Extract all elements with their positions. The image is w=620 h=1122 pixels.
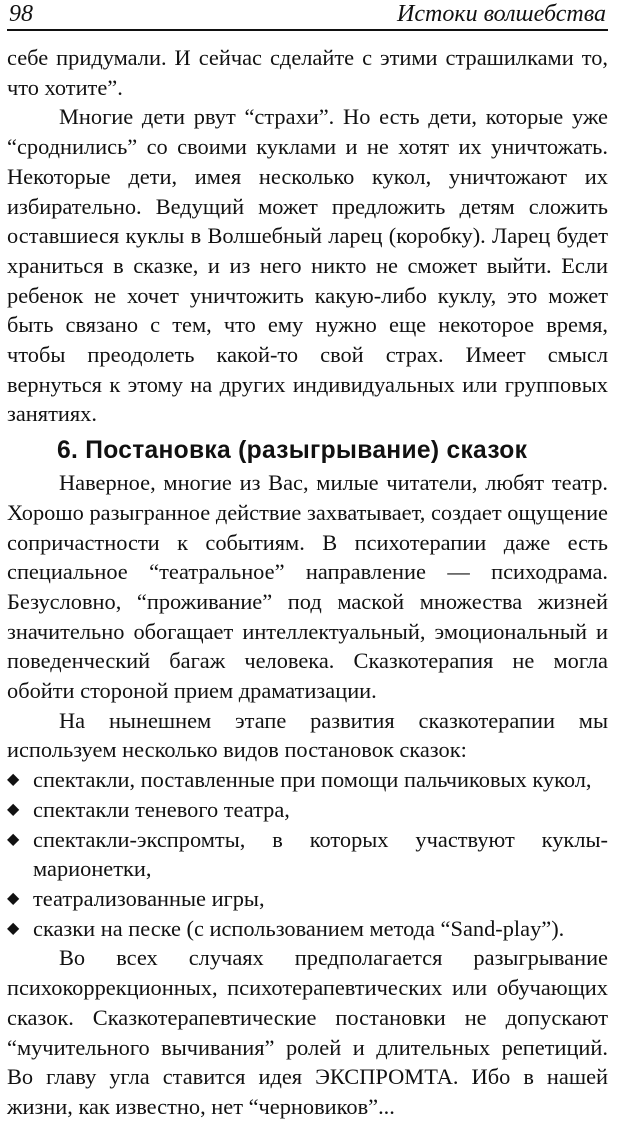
paragraph: Во всех случаях предполагается разыгрывание психокоррекционных, психотерапевтических или обучающих сказок. Сказкотерапевтические постановки не допускают “мучительного вычивания” ролей и длительных репетиций. Во главу угла ставится идея ЭКСПРОМТА. Ибо в нашей жизни, как известно, нет “черновиков”... bbox=[7, 945, 608, 1119]
paragraph-continued: себе придумали. И сейчас сделайте с этими страшилками то, что хотите”. bbox=[7, 45, 608, 100]
page-body bbox=[7, 43, 608, 1122]
list-item bbox=[7, 884, 608, 914]
bullet-icon: ◆ bbox=[7, 800, 20, 818]
list-item bbox=[7, 825, 608, 884]
running-title: Истоки волшебства bbox=[397, 1, 606, 27]
list-item-text: спектакли теневого театра, bbox=[33, 796, 290, 822]
list-item-text: театрализованные игры, bbox=[33, 885, 265, 911]
list-item-text: спектакли-экспромты, в которых участвуют куклы-марионетки, bbox=[33, 826, 608, 882]
bullet-icon: ◆ bbox=[7, 889, 20, 907]
list-item bbox=[7, 765, 608, 795]
paragraph: Наверное, многие из Вас, милые читатели, любят театр. Хорошо разыгранное действие захватывает, создает ощущение сопричастности к событиям. В психотерапии даже есть специальное “театральное” направление — психодрама. Безусловно, “проживание” под маской множества жизней значительно обогащает интеллектуальный, эмоциональный и поведенческий багаж человека. Сказкотерапия не могла обойти стороной прием драматизации. bbox=[7, 470, 608, 704]
bullet-list bbox=[7, 765, 608, 943]
list-item bbox=[7, 795, 608, 825]
bullet-icon: ◆ bbox=[7, 830, 20, 848]
section-heading: 6. Постановка (разыгрывание) сказок bbox=[57, 437, 528, 465]
paragraph: Многие дети рвут “страхи”. Но есть дети, которые уже “сроднились” со своими куклами и не хотят их уничтожать. Некоторые дети, имея несколько кукол, уничтожают их избирательно. Ведущий может предложить детям сложить оставшиеся куклы в Волшебный ларец (коробку). Ларец будет храниться в сказке, и из него никто не сможет выйти. Если ребенок не хочет уничтожить какую-либо куклу, это может быть связано с тем, что ему нужно еще некоторое время, чтобы преодолеть какой-то свой страх. Имеет смысл вернуться к этому на других индивидуальных или групповых занятиях. bbox=[7, 104, 608, 427]
page-header bbox=[7, 0, 608, 31]
bullet-icon: ◆ bbox=[7, 771, 20, 789]
list-item-text: сказки на песке (с использованием метода “Sand-play”). bbox=[33, 915, 565, 941]
list-item bbox=[7, 914, 608, 944]
paragraph: На нынешнем этапе развития сказкотерапии мы используем несколько видов постановок сказок: bbox=[7, 707, 608, 763]
list-item-text: спектакли, поставленные при помощи пальчиковых кукол, bbox=[33, 767, 592, 793]
page-number: 98 bbox=[9, 1, 33, 27]
bullet-icon: ◆ bbox=[7, 919, 20, 937]
